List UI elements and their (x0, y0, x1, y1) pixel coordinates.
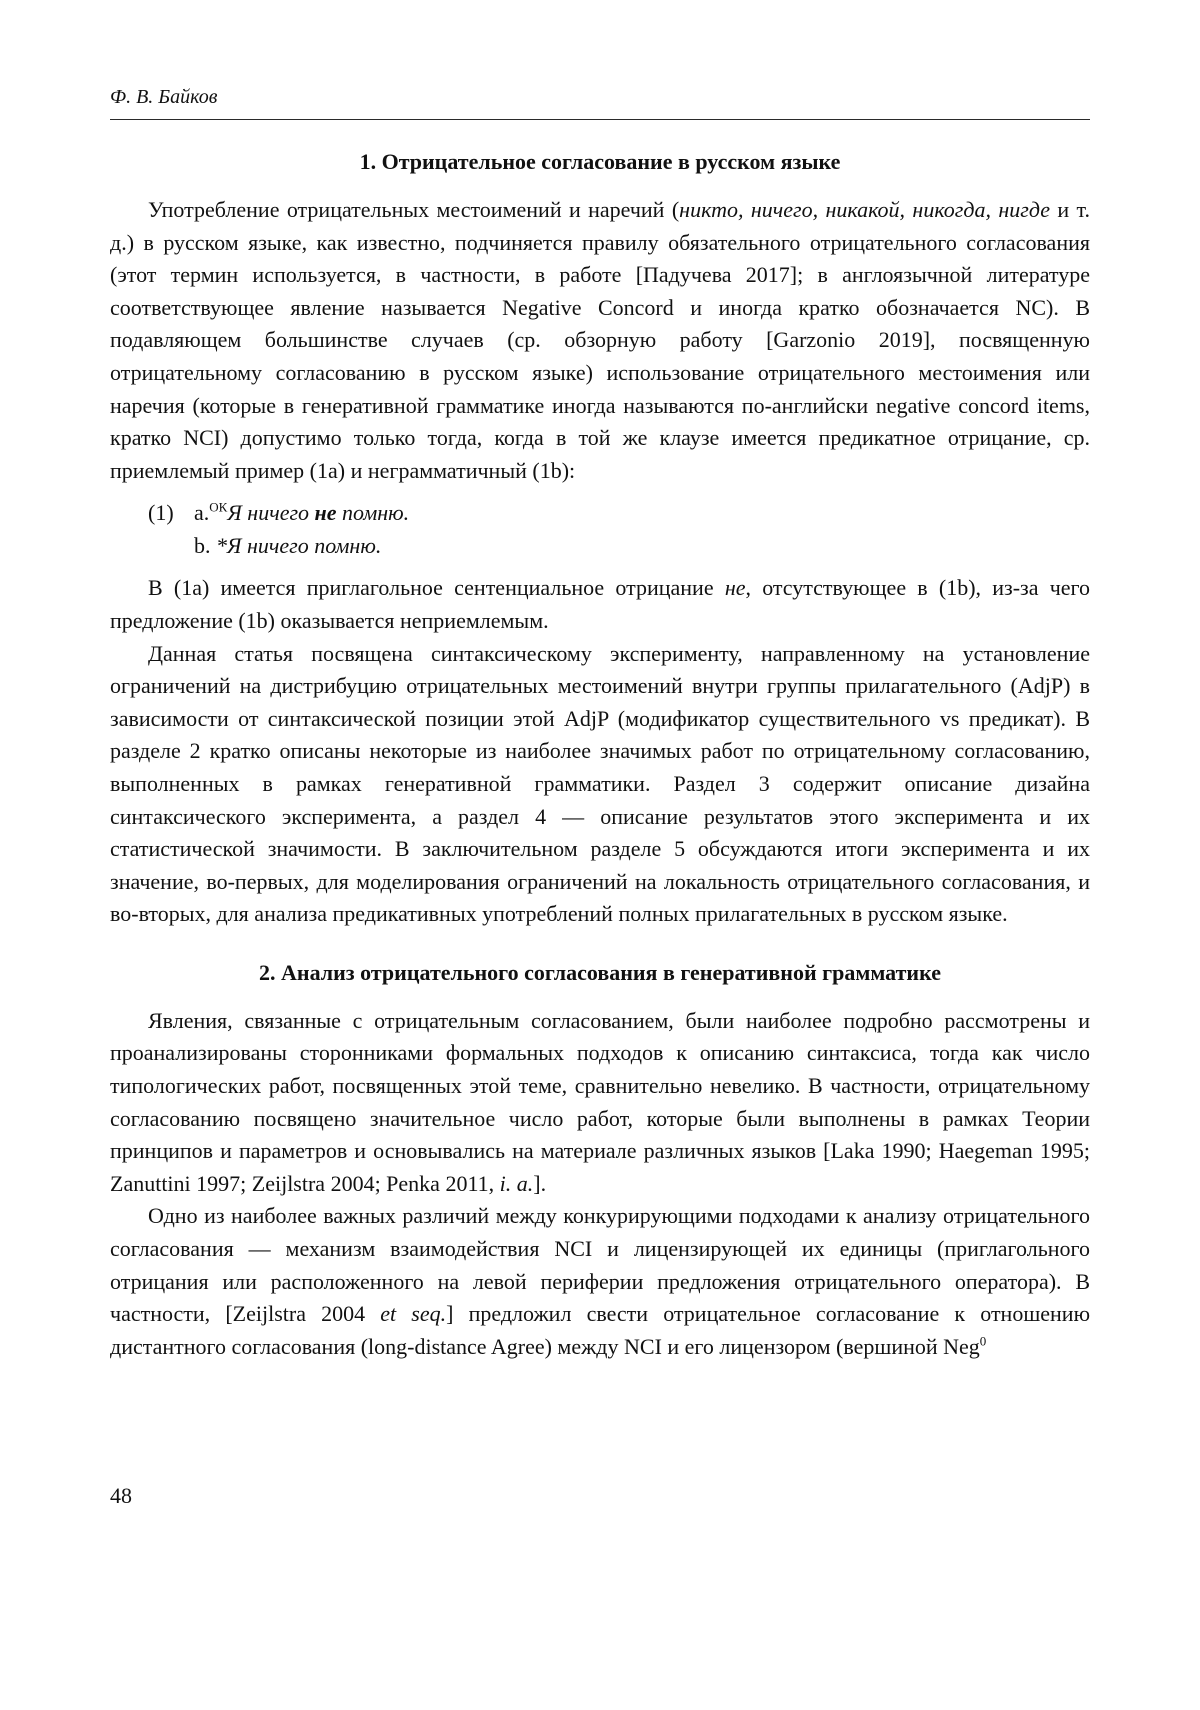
text-run: ОК (209, 500, 228, 516)
text-run: Я ничего (227, 500, 315, 526)
text-run: не (724, 575, 746, 601)
paragraph (110, 1005, 1090, 1201)
paragraph (110, 1200, 1090, 1363)
text-run: et seq. (380, 1301, 447, 1327)
running-head (110, 84, 1090, 120)
text-run: i. a. (499, 1170, 534, 1196)
text-run: не (314, 500, 337, 526)
text-run: 0 (979, 1333, 987, 1349)
paragraph (110, 572, 1090, 637)
text-run: В (1a) имеется приглагольное сентенциальное отрицание (148, 575, 725, 601)
example-text (194, 500, 409, 525)
text-run: Явления, связанные с отрицательным согласованием, были наиболее подробно рассмотрены и проанализированы сторонниками формальных подходов к описанию синтаксиса, тогда как число типологических работ, посвященных этой теме, сравнительно невелико. В частности, отрицательному согласованию посвящено значительное число работ, которые были выполнены в рамках Теории принципов и параметров и основывались на материале различных языков [Laka 1990; Haegeman 1995; Zanuttini 1997; Zeijlstra 2004; Penka 2011, (110, 1007, 1090, 1196)
text-run: a. (194, 500, 210, 526)
text-run: Данная статья посвящена синтаксическому эксперименту, направленному на установление ограничений на дистрибуцию отрицательных местоимений внутри группы прилагательного (AdjP) в зависимости от синтаксической позиции этой AdjP (модификатор существительного vs предикат). В разделе 2 кратко описаны некоторые из наиболее значимых работ по отрицательному согласованию, выполненных в рамках генеративной грамматики. Раздел 3 содержит описание дизайна синтаксического эксперимента, а раздел 4 — описание результатов этого эксперимента и их статистической значимости. В заключительном разделе 5 обсуждаются итоги эксперимента и их значение, во-первых, для моделирования ограничений на локальность отрицательного согласования, и во-вторых, для анализа предикативных употреблений полных прилагательных в русском языке. (110, 640, 1090, 927)
section-heading (110, 958, 1090, 988)
text-run: ] предложил свести отрицательное согласование к отношению дистантного согласования (long-distance Agree) между NCI и его лицензором (вершиной Neg (110, 1301, 1091, 1359)
text-run: Одно из наиболее важных различий между конкурирующими подходами к анализу отрицательного согласования — механизм взаимодействия NCI и лицензирующей их единицы (приглагольного отрицания или расположенного на левой периферии предложения отрицательного оператора). В частности, [Zeijlstra 2004 (110, 1203, 1090, 1327)
example-line (148, 496, 1090, 529)
text-run: Употребление отрицательных местоимений и наречий ( (148, 197, 680, 222)
page-body (110, 147, 1090, 1363)
text-run: никто, ничего, никакой, никогда, нигде (679, 197, 1051, 222)
text-run: 1. Отрицательное согласование в русском языке (359, 149, 841, 174)
section-heading (110, 147, 1090, 177)
example-line (148, 529, 1090, 562)
paragraph (110, 194, 1090, 487)
text-run: ]. (533, 1170, 547, 1196)
text-run: 2. Анализ отрицательного согласования в генеративной грамматике (259, 959, 941, 985)
text-run: помню. (336, 500, 410, 526)
paragraph (110, 638, 1090, 931)
running-head-author: Ф. В. Байков (110, 86, 218, 108)
example-block (148, 496, 1090, 562)
text-run: и т. д.) в русском языке, как известно, подчиняется правилу обязательного отрицательного согласования (этот термин используется, в частности, в работе [Падучева 2017]; в англоязычной литературе соответствующее явление называется Negative Concord и иногда кратко обозначается NC). В подавляющем большинстве случаев (ср. обзорную работу [Garzonio 2019], посвященную отрицательному согласованию в русском языке) использование отрицательного местоимения или наречия (которые в генеративной грамматике иногда называются по-английски negative concord items, кратко NCI) допустимо только тогда, когда в той же клаузе имеется предикатное отрицание, ср. приемлемый пример (1a) и неграмматичный (1b): (110, 197, 1090, 483)
text-run: , отсутствующее в (1b), из-за чего предложение (1b) оказывается неприемлемым. (110, 575, 1091, 633)
text-run: *Я ничего помню. (216, 533, 382, 559)
example-text (194, 533, 381, 558)
example-number: (1) (148, 500, 174, 526)
text-run: b. (194, 533, 216, 559)
page-number: 48 (110, 1483, 132, 1508)
